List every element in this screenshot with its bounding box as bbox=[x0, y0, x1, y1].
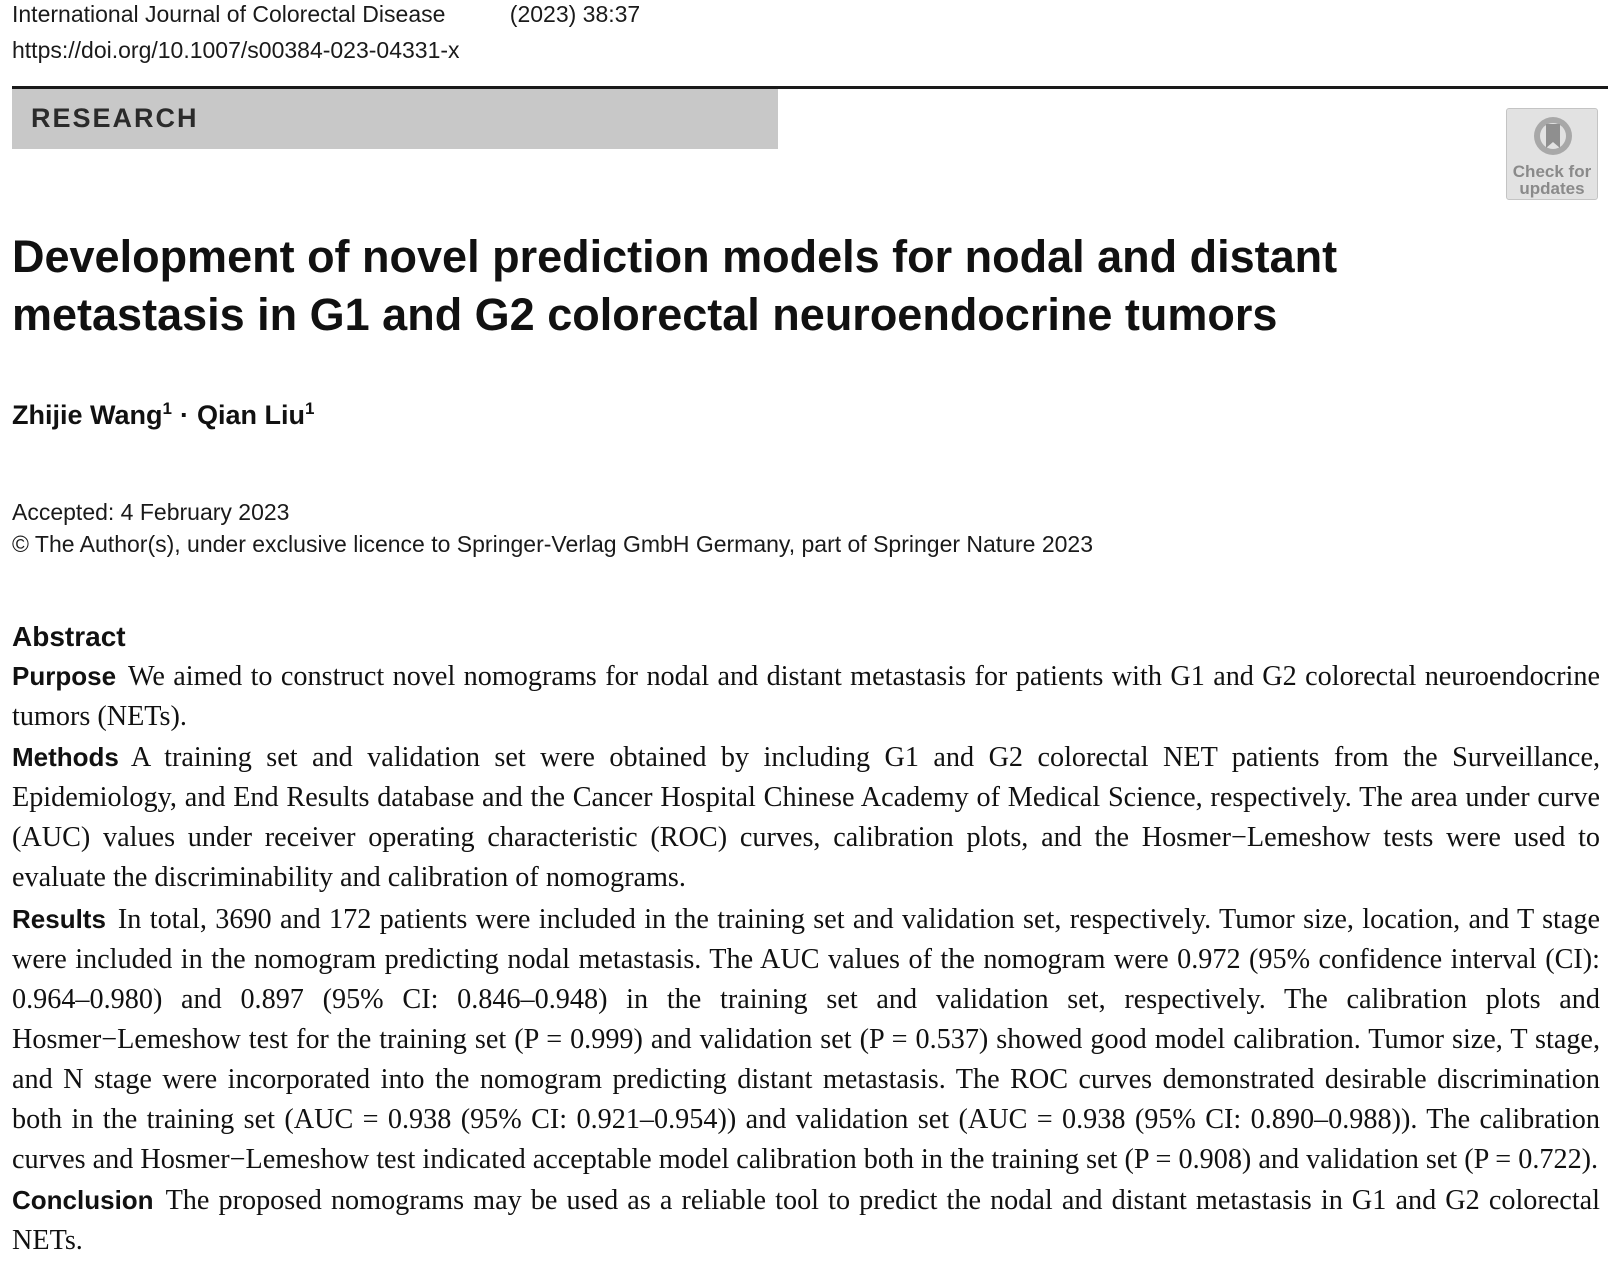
author-affiliation: 1 bbox=[162, 399, 172, 418]
author-affiliation: 1 bbox=[304, 399, 315, 418]
abstract-heading: Abstract bbox=[12, 621, 126, 652]
badge-text-line2: updates bbox=[1519, 179, 1585, 198]
abstract-section-purpose bbox=[12, 656, 1600, 737]
author-list bbox=[12, 398, 314, 432]
section-label: Conclusion bbox=[12, 1185, 154, 1216]
section-text: In total, 3690 and 172 patients were included in the training set and validation set, respectively. Tumor size, location, and T stage were included in the nomogram predicting nodal metastasis. The AUC values of the nomogram were 0.972 (95% confidence interval (CI): 0.964–0.980) and 0.897 (95% CI: 0.846–0.948) in the training set and validation set, respectively. The calibration plots and Hosmer−Lemeshow test for the training set (P = 0.999) and validation set (P = 0.537) showed good model calibration. Tumor size, T stage, and N stage were incorporated into the nomogram predicting distant metastasis. The ROC curves demonstrated desirable discrimination both in the training set (AUC = 0.938 (95% CI: 0.921–0.954)) and validation set (AUC = 0.938 (95% CI: 0.890–0.988)). The calibration curves and Hosmer−Lemeshow test indicated acceptable model calibration both in the training set (P = 0.908) and validation set (P = 0.722). bbox=[12, 903, 1600, 1176]
author-name[interactable]: Zhijie Wang bbox=[12, 400, 163, 430]
author-name[interactable]: Qian Liu bbox=[196, 400, 305, 430]
copyright-notice: © The Author(s), under exclusive licence to Springer-Verlag GmbH Germany, part of Springer Nature 2023 bbox=[12, 531, 1093, 557]
accepted-date: Accepted: 4 February 2023 bbox=[12, 499, 290, 525]
bookmark-update-icon bbox=[1531, 114, 1575, 158]
badge-text-line1: Check for bbox=[1512, 162, 1592, 181]
section-label: Methods bbox=[12, 742, 119, 773]
check-for-updates-badge[interactable] bbox=[1506, 108, 1598, 200]
section-text: A training set and validation set were obtained by including G1 and G2 colorectal NET patients from the Surveillance, Epidemiology, and End Results database and the Cancer Hospital Chinese Academy of Medical Science, respectively. The area under curve (AUC) values under receiver operating characteristic (ROC) curves, calibration plots, and the Hosmer−Lemeshow tests were used to evaluate the discriminability and calibration of nomograms. bbox=[12, 742, 1600, 894]
section-label: Results bbox=[12, 903, 106, 934]
doi-link[interactable]: https://doi.org/10.1007/s00384-023-04331-x bbox=[12, 37, 460, 63]
section-label: Purpose bbox=[12, 661, 117, 691]
journal-issue: (2023) 38:37 bbox=[509, 1, 641, 27]
article-type-banner bbox=[12, 89, 778, 149]
journal-name: International Journal of Colorectal Disease bbox=[12, 1, 446, 27]
author-separator: · bbox=[179, 400, 189, 430]
section-text: We aimed to construct novel nomograms for nodal and distant metastasis for patients with G1 and G2 colorectal neuroendocrine tumors (NETs). bbox=[12, 661, 1600, 733]
section-text: The proposed nomograms may be used as a reliable tool to predict the nodal and distant metastasis in G1 and G2 colorectal NETs. bbox=[12, 1185, 1600, 1257]
paper-title: Development of novel prediction models for nodal and distant metastasis in G1 and G2 colorectal neuroendocrine tumors bbox=[12, 231, 1338, 340]
article-type-label: RESEARCH bbox=[31, 103, 199, 133]
journal-header bbox=[12, 0, 640, 28]
abstract-section-results bbox=[12, 899, 1600, 1181]
abstract-section-conclusion bbox=[12, 1180, 1600, 1261]
abstract-body bbox=[12, 656, 1600, 1261]
abstract-section-methods bbox=[12, 737, 1600, 898]
